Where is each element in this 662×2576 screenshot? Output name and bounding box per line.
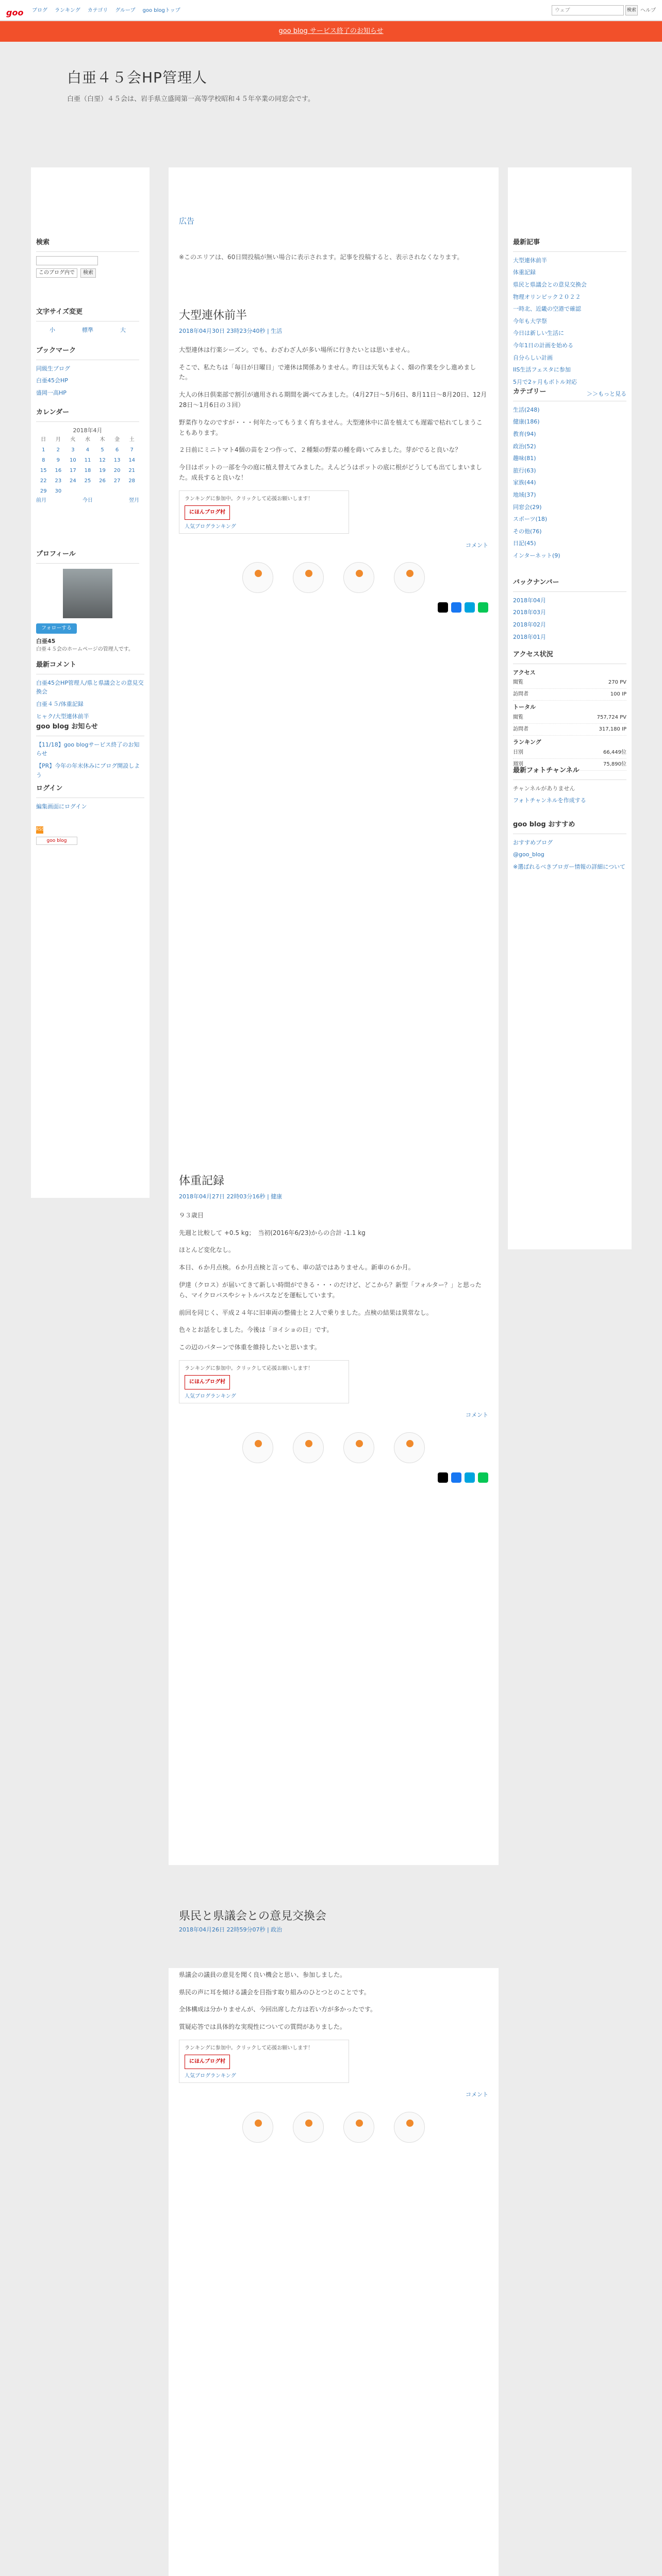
reaction-icon <box>406 570 413 577</box>
share-buttons <box>179 602 488 613</box>
calendar-day[interactable]: 4 <box>86 447 90 453</box>
stat-value: 100 IP <box>610 691 626 698</box>
reaction-button[interactable] <box>343 2112 374 2143</box>
channel-widget <box>513 762 626 808</box>
post-paragraph: 県議会の議員の意見を聞く良い機会と思い、参加しました。 <box>179 1971 346 1978</box>
search-widget-title: 検索 <box>36 234 139 252</box>
post-paragraph: ９３歳目 <box>179 1211 204 1219</box>
backnumber-widget <box>513 574 626 645</box>
ranking-sub[interactable]: 人気ブログランキング <box>185 523 236 530</box>
post-body <box>179 1211 488 1353</box>
profile-name[interactable]: 白亜45 <box>36 637 56 645</box>
calendar-day[interactable]: 30 <box>55 488 62 495</box>
backnumber-link[interactable]: 2018年03月 <box>513 609 546 616</box>
web-search-button[interactable]: 検索 <box>625 5 638 15</box>
news-link[interactable]: 【11/18】goo blogサービス終了のお知らせ <box>36 741 140 757</box>
ranking-badge[interactable]: にほんブログ村 <box>185 2055 230 2069</box>
post-paragraph: 全体構成は分かりませんが、今回出席した方は若い方が多かったです。 <box>179 2006 377 2013</box>
weekday-label: 金 <box>114 437 120 443</box>
ranking-sub[interactable]: 人気ブログランキング <box>185 2073 236 2079</box>
ranking-box <box>179 2040 349 2083</box>
reaction-icon <box>406 1440 413 1447</box>
stat-row <box>513 677 626 689</box>
calendar-day[interactable]: 26 <box>99 478 106 484</box>
global-links <box>32 7 180 15</box>
weekday-label: 火 <box>70 437 76 443</box>
post-paragraph: 本日、６か月点検。６か月点検と言っても、車の話ではありません。新車の６か月。 <box>179 1264 415 1272</box>
line-share-icon[interactable] <box>478 602 488 613</box>
ad-label: 広告 <box>179 216 195 226</box>
recent-link[interactable]: IIS生活フェスタに参加 <box>513 366 571 374</box>
goo-blog-badge[interactable]: goo blog <box>36 837 77 845</box>
comments-widget-title: 最新コメント <box>36 657 144 674</box>
weekday-label: 月 <box>55 437 61 443</box>
profile-widget <box>36 546 139 654</box>
post-paragraph: 質疑応答では具体的な実現性についての質問がありました。 <box>179 2023 346 2031</box>
recent-widget-title: 最新記事 <box>513 234 626 252</box>
blog-title[interactable]: 白亜４５会HP管理人 <box>67 69 207 86</box>
calendar-day[interactable]: 14 <box>128 457 136 464</box>
calendar-day[interactable]: 8 <box>42 457 45 464</box>
calendar-day[interactable]: 28 <box>128 478 136 484</box>
stat-row <box>513 747 626 759</box>
right-sidebar <box>508 167 632 1249</box>
post-entry <box>179 1172 488 1483</box>
recent-link[interactable]: 今年1日の計画を始める <box>513 342 573 349</box>
x-share-icon[interactable] <box>438 1472 448 1483</box>
facebook-share-icon[interactable] <box>451 1472 461 1483</box>
ranking-text: ランキングに参加中。クリックして応援お願いします！ <box>185 496 313 502</box>
post-title[interactable]: 体重記録 <box>179 1175 225 1188</box>
stat-value: 66,449位 <box>603 749 626 755</box>
calendar-day[interactable]: 9 <box>56 457 60 464</box>
notice-link[interactable]: goo blog サービス終了のお知らせ <box>278 27 384 35</box>
bookmark-widget <box>36 343 139 401</box>
calendar-day[interactable]: 21 <box>128 468 136 474</box>
recommend-link[interactable]: おすすめブログ <box>513 839 553 846</box>
bookmark-link[interactable]: 白亜45会HP <box>36 377 68 384</box>
global-link-top[interactable]: goo blogトップ <box>142 8 180 13</box>
bookmark-link[interactable]: 盛岡一高HP <box>36 389 67 396</box>
post-date[interactable]: 2018年04月30日 23時23分40秒 | 生活 <box>179 328 283 335</box>
inactive-note: ※このエリアは、60日間投稿が無い場合に表示されます。記事を投稿すると、表示されなくなります。 <box>179 252 488 262</box>
fontsize-widget <box>36 304 139 334</box>
stat-label: 訪問者 <box>513 691 528 698</box>
reaction-buttons <box>179 2112 488 2143</box>
reaction-button[interactable] <box>343 1432 374 1463</box>
fontsize-small[interactable]: 小 <box>49 326 55 333</box>
reaction-icon <box>406 2120 413 2127</box>
blog-description: 白亜（白堊）４５会は、岩手県立盛岡第一高等学校昭和４５年卒業の同窓会です。 <box>67 95 315 103</box>
search-scope-select[interactable]: このブログ内で <box>36 268 77 278</box>
reaction-button[interactable] <box>394 562 425 593</box>
post-title[interactable]: 大型連休前半 <box>179 309 247 322</box>
post-paragraph: 先週と比較して +0.5 kg； 当初(2016年6/23)からの合計 -1.1 kg <box>179 1229 366 1236</box>
reaction-icon <box>255 570 262 577</box>
reaction-icon <box>356 2120 363 2127</box>
reaction-buttons <box>179 1432 488 1463</box>
stat-value: 317,180 IP <box>599 726 626 732</box>
search-widget <box>36 234 139 278</box>
backnumber-link[interactable]: 2018年04月 <box>513 597 546 604</box>
access-widget <box>513 647 626 771</box>
reaction-icon <box>305 570 312 577</box>
recent-widget <box>513 234 626 402</box>
profile-avatar <box>63 569 112 618</box>
reaction-icon <box>305 1440 312 1447</box>
backnumber-link[interactable]: 2018年02月 <box>513 621 546 628</box>
calendar-day[interactable]: 12 <box>99 457 106 464</box>
post-date[interactable]: 2018年04月26日 22時59分07秒 | 政治 <box>179 1926 283 1934</box>
post-date[interactable]: 2018年04月27日 22時03分16秒 | 健康 <box>179 1193 283 1200</box>
post-paragraph: ほとんど変化なし。 <box>179 1246 235 1254</box>
share-buttons <box>179 1472 488 1483</box>
post-paragraph: 今日はポットの一部を今の庭に植え替えてみました。えんどうはポットの底に根がどうしても出てしまいました。成長すると良いな！ <box>179 464 483 481</box>
help-link[interactable]: ヘルプ <box>640 8 656 13</box>
more-link[interactable]: ＞＞もっと見る <box>587 391 626 398</box>
calendar-today[interactable]: 今日 <box>82 498 93 504</box>
calendar-day[interactable]: 16 <box>55 468 62 474</box>
global-link-ranking[interactable]: ランキング <box>55 8 80 13</box>
category-link[interactable]: 教育(94) <box>513 430 536 437</box>
weekday-label: 木 <box>100 437 105 443</box>
post-paragraph: 伊達（クロス）が届いてきて新しい時間ができる・・・のだけど、どこから？新型「フォルター？」と思ったら、マイクロバスやシャトルバスなどを運転しています。 <box>179 1281 482 1299</box>
calendar-day[interactable]: 22 <box>40 478 47 484</box>
channel-widget-title: 最新フォトチャンネル <box>513 762 626 780</box>
login-widget <box>36 781 144 814</box>
post-entry <box>179 307 488 613</box>
comment-link[interactable]: コメント <box>466 2091 488 2098</box>
recommend-link[interactable]: ※選ばれるべきブロガー情報の詳細について <box>513 863 625 870</box>
reaction-icon <box>305 2120 312 2127</box>
calendar-day[interactable]: 10 <box>70 457 76 464</box>
channel-empty: チャンネルがありません <box>513 785 575 792</box>
calendar-table <box>36 435 139 497</box>
category-link[interactable]: インターネット(9) <box>513 552 560 559</box>
recent-link[interactable]: 体重記録 <box>513 269 536 276</box>
category-widget <box>513 384 626 564</box>
category-link[interactable]: 日記(45) <box>513 540 536 547</box>
post-paragraph: この辺のパターンで体重を維持したいと思います。 <box>179 1344 321 1351</box>
goo-recommend-widget <box>513 817 626 875</box>
post-header <box>179 1907 488 1935</box>
blog-header <box>0 42 662 167</box>
ranking-badge[interactable]: にほんブログ村 <box>185 1375 230 1389</box>
calendar-day[interactable]: 23 <box>55 478 62 484</box>
post-paragraph: 大人の休日倶楽部で割引が適用される期間を調べてみました。（4月27日〜5月6日、8月11日〜8月20日、12月28日〜1月6日の３回） <box>179 391 487 409</box>
category-widget-title: カテゴリー <box>513 384 626 401</box>
calendar-day[interactable]: 25 <box>84 478 91 484</box>
reaction-button[interactable] <box>293 1432 324 1463</box>
calendar-day[interactable]: 19 <box>99 468 106 474</box>
category-link[interactable]: 健康(186) <box>513 418 540 426</box>
weekday-label: 日 <box>41 437 46 443</box>
news-link[interactable]: 【PR】今年の年末休みにブログ開設しよう <box>36 762 140 778</box>
calendar-day[interactable]: 7 <box>130 447 134 453</box>
ranking-text: ランキングに参加中。クリックして応援お願いします！ <box>185 1365 313 1371</box>
calendar-day[interactable]: 2 <box>56 447 60 453</box>
calendar-day[interactable]: 29 <box>40 488 47 495</box>
stat-label: 週別 <box>513 761 523 767</box>
post-paragraph: 野菜作りなのですが・・・何年たってもうまく育ちません。大型連休中に苗を植えても遅霜で枯れてしまうこともあります。 <box>179 418 483 436</box>
stat-row <box>513 689 626 701</box>
line-share-icon[interactable] <box>478 1472 488 1483</box>
profile-widget-title: プロフィール <box>36 546 139 564</box>
hatena-share-icon[interactable] <box>465 1472 475 1483</box>
global-bar <box>0 0 662 21</box>
recent-link[interactable]: 一時北、近畿の空港で確認 <box>513 306 581 313</box>
post-paragraph: 色々とお話をしました。今後は「ヨイショの日」です。 <box>179 1326 333 1334</box>
calendar-day[interactable]: 24 <box>70 478 76 484</box>
follow-button[interactable]: フォローする <box>36 623 77 634</box>
reaction-button[interactable] <box>242 1432 273 1463</box>
calendar-day[interactable]: 27 <box>113 478 121 484</box>
fontsize-widget-title: 文字サイズ変更 <box>36 304 139 321</box>
calendar-widget-title: カレンダー <box>36 404 139 422</box>
stat-label: 訪問者 <box>513 726 528 732</box>
global-link-group[interactable]: グループ <box>115 8 136 13</box>
facebook-share-icon[interactable] <box>451 602 461 613</box>
recent-link[interactable]: 自分らしい計画 <box>513 354 553 361</box>
recommend-link[interactable]: @goo_blog <box>513 851 544 858</box>
calendar-day[interactable]: 1 <box>42 447 45 453</box>
comment-link[interactable]: コメント <box>466 541 488 549</box>
total-label: トータル <box>513 704 536 711</box>
category-link[interactable]: 政治(52) <box>513 443 536 450</box>
fontsize-normal[interactable]: 標準 <box>82 326 93 333</box>
ranking-badge[interactable]: にほんブログ村 <box>185 505 230 520</box>
ranking-sub[interactable]: 人気ブログランキング <box>185 1393 236 1399</box>
rss-widget <box>36 824 139 845</box>
stat-label: 日別 <box>513 749 523 755</box>
calendar-day[interactable]: 6 <box>115 447 119 453</box>
stat-row <box>513 724 626 736</box>
calendar-day[interactable]: 17 <box>70 468 76 474</box>
stat-row <box>513 712 626 724</box>
reaction-buttons <box>179 562 488 593</box>
x-share-icon[interactable] <box>438 602 448 613</box>
stat-value: 270 PV <box>608 680 626 686</box>
backnumber-widget-title: バックナンバー <box>513 574 626 592</box>
post-body <box>179 345 488 483</box>
rss-icon[interactable]: RSS <box>36 826 43 834</box>
weekday-label: 水 <box>85 437 90 443</box>
recent-link[interactable]: 物理オリンピック２０２２ <box>513 293 581 300</box>
stat-value: 757,724 PV <box>597 714 626 720</box>
post-paragraph: 前回を同じく、平成２４年に旧車両の整備士と２人で乗りました。点検の結果は異常なし。 <box>179 1309 433 1316</box>
calendar-day[interactable]: 3 <box>71 447 75 453</box>
bookmark-link[interactable]: 同級生ブログ <box>36 365 70 372</box>
ranking-text: ランキングに参加中。クリックして応援お願いします！ <box>185 2045 313 2051</box>
post-separator <box>0 1865 662 1968</box>
reaction-button[interactable] <box>293 562 324 593</box>
reaction-button[interactable] <box>293 2112 324 2143</box>
blog-search-input[interactable] <box>36 256 98 265</box>
goo-recommend-title: goo blog おすすめ <box>513 817 626 834</box>
channel-create-link[interactable]: フォトチャンネルを作成する <box>513 797 586 804</box>
stat-value: 75,890位 <box>603 761 626 767</box>
global-link-blog[interactable]: ブログ <box>32 8 47 13</box>
comment-link[interactable]: 白亜45会HP管理人/県と県議会との意見交換会 <box>36 679 144 696</box>
reaction-icon <box>356 1440 363 1447</box>
recent-link[interactable]: 今日は新しい生活に <box>513 330 564 337</box>
hatena-share-icon[interactable] <box>465 602 475 613</box>
access-widget-title: アクセス状況 <box>513 647 626 664</box>
calendar-next[interactable]: 翌月 <box>129 498 139 504</box>
calendar-widget <box>36 404 139 505</box>
comment-link[interactable]: コメント <box>466 1411 488 1418</box>
bookmark-widget-title: ブックマーク <box>36 343 139 360</box>
reaction-icon <box>356 570 363 577</box>
recent-link[interactable]: 県民と県議会との意見交換会 <box>513 281 587 288</box>
calendar-day[interactable]: 5 <box>101 447 104 453</box>
goo-logo[interactable]: goo <box>6 8 24 18</box>
category-link[interactable]: その他(76) <box>513 528 542 535</box>
post-paragraph: 大型連休は行楽シーズン。でも、わざわざ人が多い場所に行きたいとは思いません。 <box>179 346 414 353</box>
left-sidebar <box>31 167 150 1198</box>
ranking-box <box>179 1360 349 1403</box>
notice-bar <box>0 21 662 42</box>
ranking-box <box>179 490 349 534</box>
calendar-prev[interactable]: 前月 <box>36 498 46 504</box>
comment-link[interactable]: 白亜４５/体重記録 <box>36 700 84 707</box>
login-widget-title: ログイン <box>36 781 144 798</box>
post-paragraph: そこで、私たちは「毎日が日曜日」で連休は関係ありません。昨日は天気もよく、畑の作業を少し進めました。 <box>179 363 476 381</box>
blog-search-button[interactable]: 検索 <box>80 268 96 278</box>
login-link[interactable]: 編集画面にログイン <box>36 803 87 810</box>
news-widget-title: goo blog お知らせ <box>36 719 144 736</box>
news-widget <box>36 719 144 783</box>
comment-link[interactable]: ヒャク/大型連休前半 <box>36 713 89 720</box>
web-search-input[interactable]: ウェブ <box>552 5 624 15</box>
reaction-button[interactable] <box>394 1432 425 1463</box>
post-paragraph: 県民の声に耳を傾ける議会を目指す取り組みのひとつとのことです。 <box>179 1988 370 1996</box>
backnumber-link[interactable]: 2018年01月 <box>513 633 546 640</box>
category-link[interactable]: 地域(37) <box>513 491 536 498</box>
reaction-button[interactable] <box>394 2112 425 2143</box>
calendar-day[interactable]: 11 <box>84 457 91 464</box>
category-link[interactable]: 生活(248) <box>513 406 540 413</box>
category-link[interactable]: 旅行(63) <box>513 467 536 474</box>
ranking-label: ランキング <box>513 738 541 745</box>
reaction-button[interactable] <box>343 562 374 593</box>
global-link-category[interactable]: カテゴリ <box>87 8 108 13</box>
reaction-icon <box>255 1440 262 1447</box>
calendar-day[interactable]: 20 <box>113 468 121 474</box>
calendar-month: 2018年4月 <box>73 427 103 434</box>
calendar-day[interactable]: 18 <box>84 468 91 474</box>
post-paragraph: ２日前にミニトマト4個の苗を２つ作って、２種類の野菜の種を蒔いてみました。芽がでると良いな？ <box>179 446 461 454</box>
category-link[interactable]: スポーツ(18) <box>513 516 548 523</box>
stat-label: 閲覧 <box>513 680 523 686</box>
category-link[interactable]: 同窓会(29) <box>513 503 542 511</box>
recent-link[interactable]: 5月で2ヶ月もボトル対応 <box>513 378 577 385</box>
access-label: アクセス <box>513 669 536 676</box>
profile-text: 白亜４５会のホームページの管理人です。 <box>36 647 134 653</box>
calendar-day[interactable]: 15 <box>40 468 47 474</box>
recent-link[interactable]: 大型連休前半 <box>513 257 547 264</box>
reaction-button[interactable] <box>242 562 273 593</box>
post-entry <box>179 1953 488 2152</box>
category-link[interactable]: 家族(44) <box>513 479 536 486</box>
weekday-label: 土 <box>129 437 135 443</box>
stat-label: 閲覧 <box>513 714 523 720</box>
category-link[interactable]: 趣味(81) <box>513 455 536 462</box>
calendar-day[interactable]: 13 <box>113 457 121 464</box>
post-title[interactable]: 県民と県議会との意見交換会 <box>179 1910 327 1923</box>
recent-link[interactable]: 今年も大学祭 <box>513 317 547 325</box>
reaction-button[interactable] <box>242 2112 273 2143</box>
comments-widget <box>36 657 144 724</box>
main-column <box>169 167 499 2576</box>
reaction-icon <box>255 2120 262 2127</box>
fontsize-large[interactable]: 大 <box>120 326 126 333</box>
